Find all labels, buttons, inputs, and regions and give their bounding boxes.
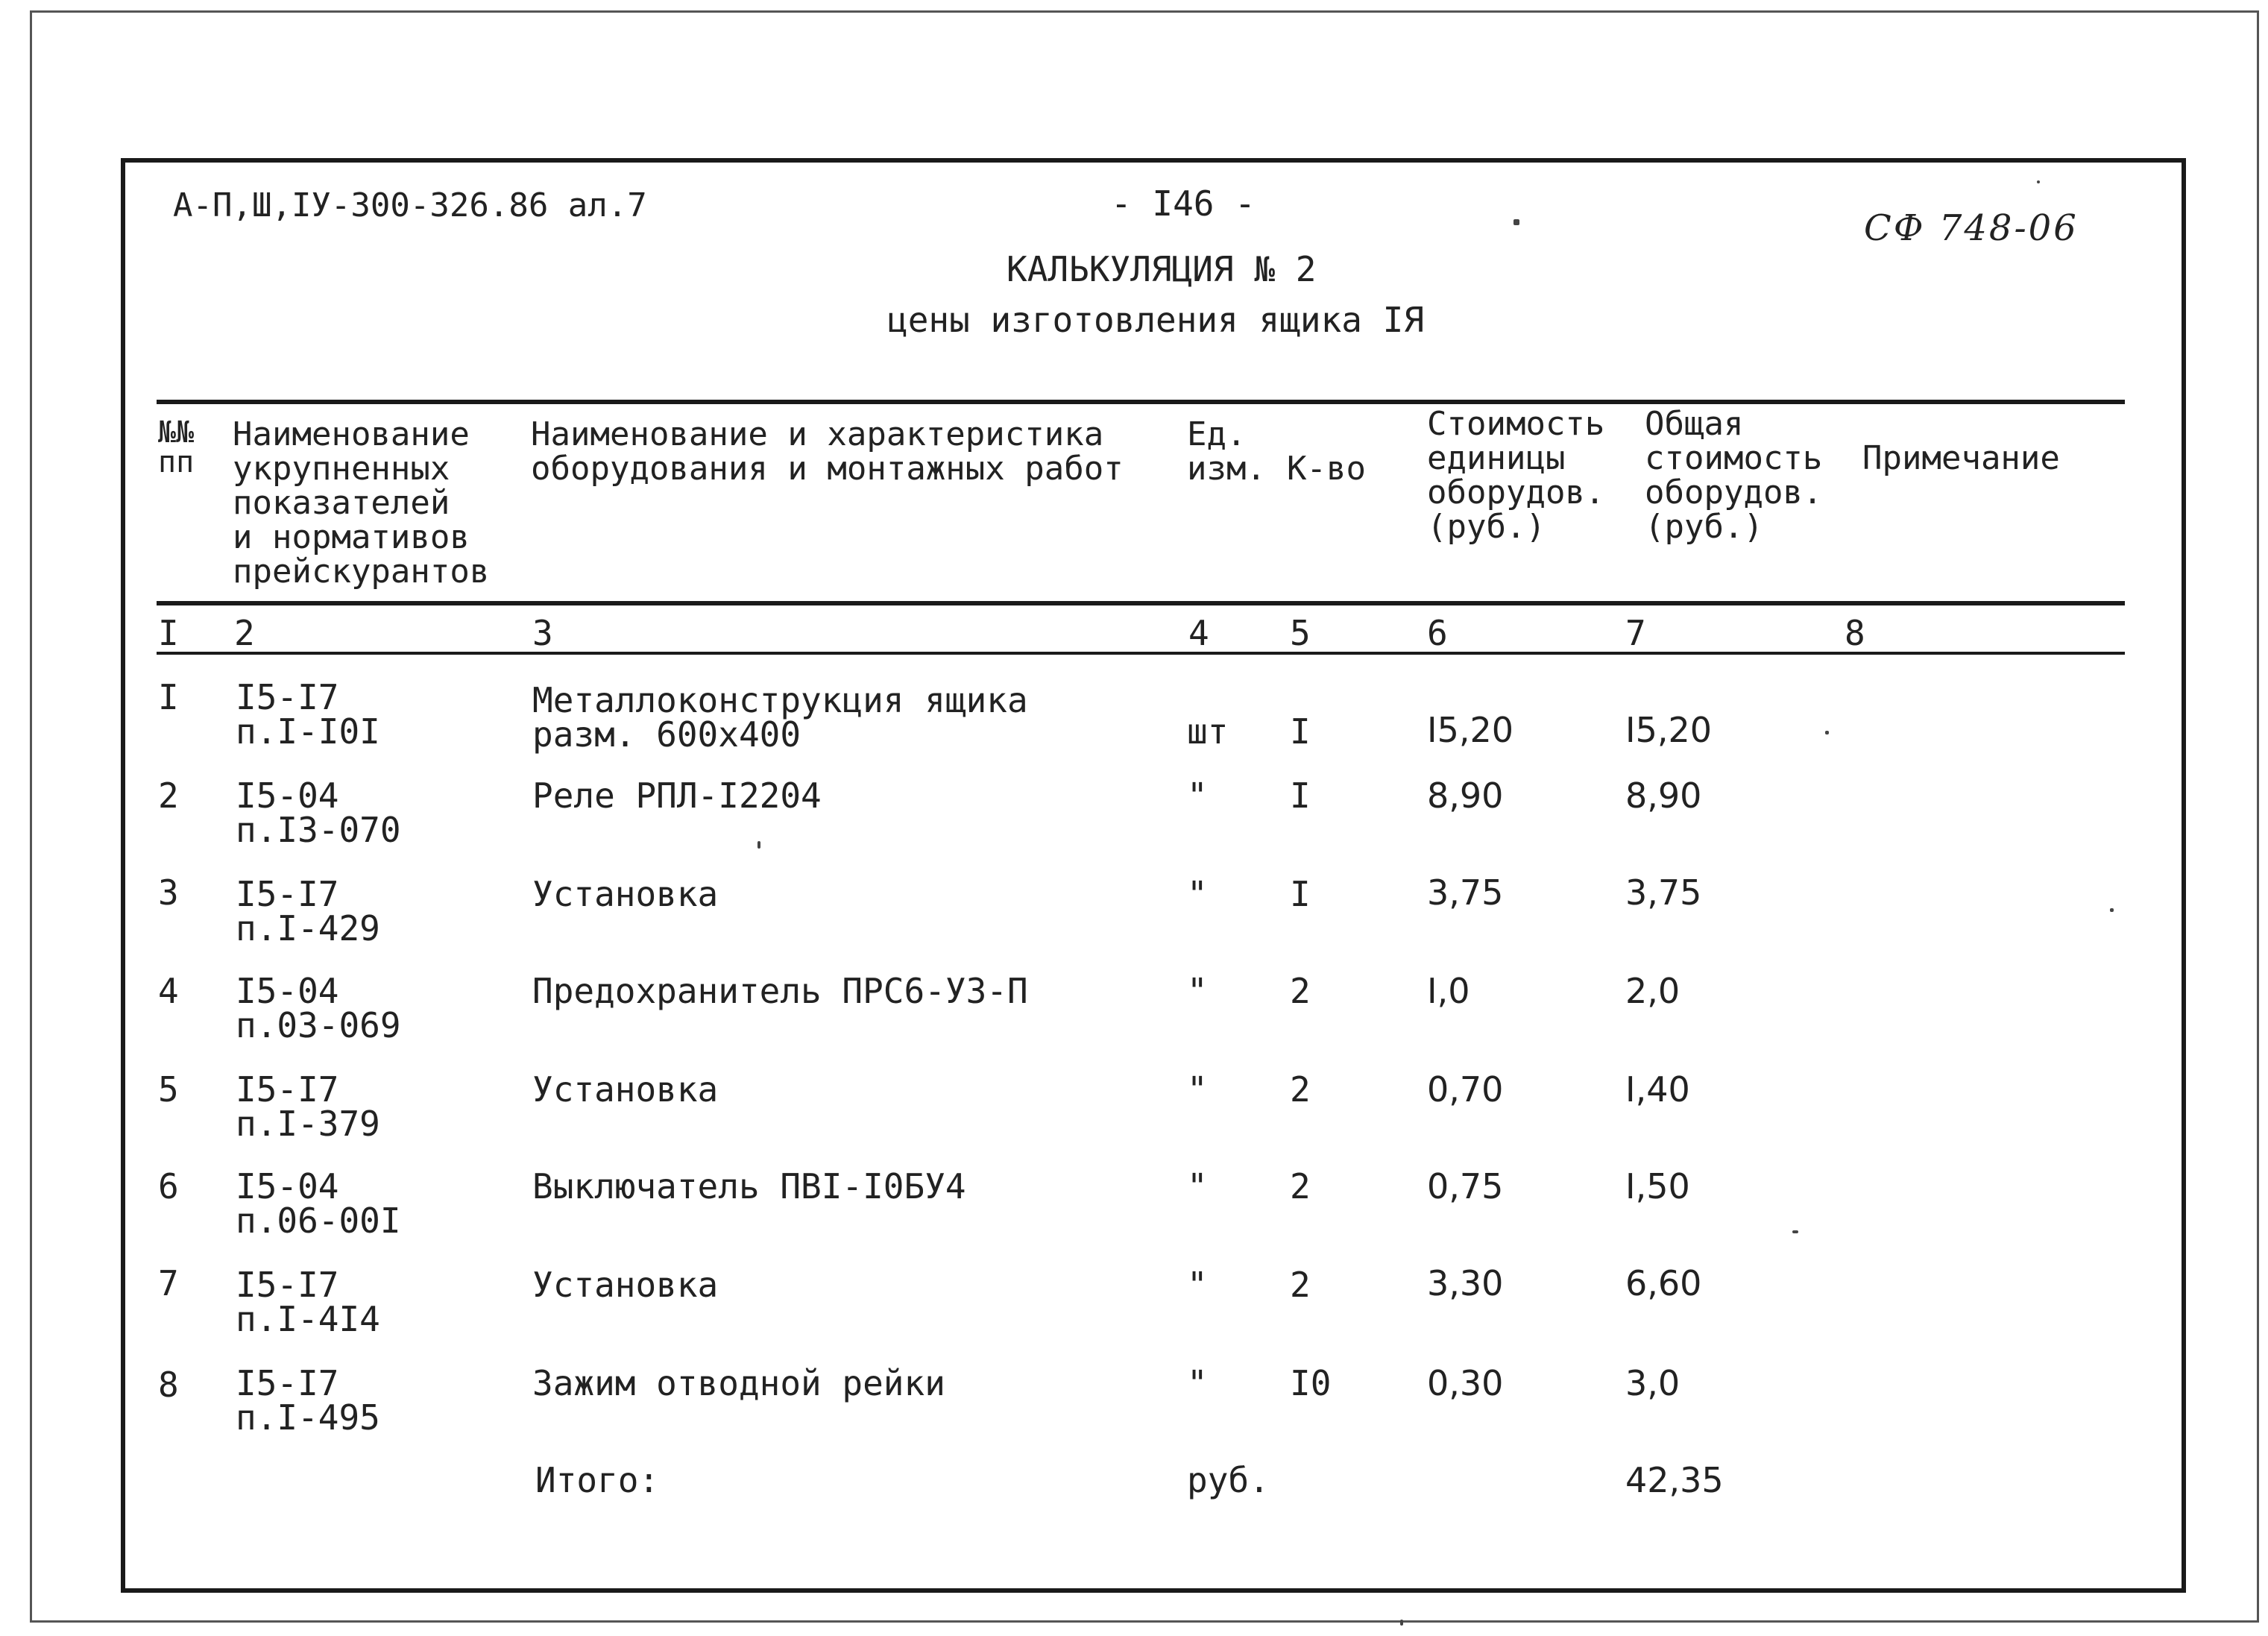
equipment-name: Зажим отводной рейки: [532, 1363, 945, 1403]
scan-speck: [1513, 219, 1519, 225]
total-label: Итого:: [535, 1460, 660, 1500]
norm-code: I5-I7 п.I-429: [236, 874, 380, 948]
column-number-5: 5: [1290, 613, 1311, 653]
unit: ": [1187, 1363, 1208, 1403]
scan-speck: [757, 841, 760, 849]
header-cell-total-cost: Общая стоимость оборудов. (руб.): [1645, 405, 1823, 546]
scan-speck: [2037, 180, 2040, 183]
scan-speck: [1400, 1620, 1403, 1626]
total-cost: I,40: [1625, 1069, 1690, 1110]
column-number-8: 8: [1845, 613, 1865, 653]
total-cost: I5,20: [1625, 710, 1712, 750]
equipment-name: Установка: [532, 1069, 719, 1110]
row-number: 6: [158, 1166, 179, 1206]
unit-cost: 0,70: [1427, 1069, 1504, 1110]
unit-cost: 0,75: [1427, 1166, 1504, 1206]
unit-cost: I5,20: [1427, 710, 1513, 750]
document-code: А-П,Ш,IУ-300-326.86 ал.7: [173, 186, 647, 224]
norm-code: I5-04 п.I3-070: [236, 775, 401, 850]
row-number: 5: [158, 1069, 179, 1110]
scan-speck: [1825, 731, 1829, 734]
header-cell-unit-cost: Стоимость единицы оборудов. (руб.): [1427, 405, 1605, 546]
quantity: I: [1290, 874, 1311, 914]
scan-speck: [2110, 908, 2114, 912]
quantity: I: [1290, 775, 1311, 816]
equipment-name: Установка: [532, 1265, 719, 1305]
total-unit: руб.: [1187, 1460, 1270, 1500]
unit: ": [1187, 1166, 1208, 1206]
total-cost: 3,75: [1625, 872, 1702, 913]
equipment-name: Выключатель ПВI-I0БУ4: [532, 1166, 966, 1206]
column-number-7: 7: [1625, 613, 1646, 653]
total-cost: 6,60: [1625, 1263, 1702, 1303]
column-numbers-rule: [157, 652, 2125, 655]
header-cell-number: №№ пп: [158, 415, 195, 479]
column-number-4: 4: [1188, 613, 1209, 653]
grand-total: 42,35: [1625, 1460, 1724, 1500]
header-cell-unit: Ед. изм.: [1187, 415, 1266, 488]
column-number-6: 6: [1427, 613, 1448, 653]
unit-cost: 8,90: [1427, 775, 1504, 816]
equipment-name: Металлоконструкция ящика разм. 600х400: [532, 680, 1028, 755]
total-cost: 2,0: [1625, 971, 1680, 1011]
row-number: 8: [158, 1365, 179, 1405]
header-cell-note: Примечание: [1862, 439, 2060, 477]
unit: ": [1187, 775, 1208, 816]
column-number-1: I: [158, 613, 179, 653]
quantity: 2: [1290, 1166, 1311, 1206]
equipment-name: Предохранитель ПРС6-У3-П: [532, 971, 1028, 1011]
row-number: 4: [158, 971, 179, 1011]
quantity: I: [1290, 711, 1311, 752]
header-cell-quantity: К-во: [1287, 450, 1366, 488]
row-number: 7: [158, 1263, 179, 1303]
norm-code: I5-I7 п.I-I0I: [236, 677, 380, 752]
total-cost: I,50: [1625, 1166, 1690, 1206]
unit: шт: [1187, 711, 1229, 752]
total-cost: 3,0: [1625, 1363, 1680, 1403]
quantity: 2: [1290, 1265, 1311, 1305]
unit-cost: 0,30: [1427, 1363, 1504, 1403]
header-bottom-rule: [157, 601, 2125, 605]
unit-cost: 3,30: [1427, 1263, 1504, 1303]
unit: ": [1187, 1069, 1208, 1110]
unit-cost: I,0: [1427, 971, 1470, 1011]
handwritten-stamp: СФ 748-06: [1864, 207, 2079, 249]
unit: ": [1187, 1265, 1208, 1305]
norm-code: I5-04 п.06-00I: [236, 1166, 401, 1241]
unit: ": [1187, 874, 1208, 914]
quantity: 2: [1290, 1069, 1311, 1110]
sheet-frame: [121, 158, 2186, 1593]
row-number: 2: [158, 775, 179, 816]
norm-code: I5-04 п.03-069: [236, 971, 401, 1045]
norm-code: I5-I7 п.I-495: [236, 1363, 380, 1438]
quantity: I0: [1290, 1363, 1332, 1403]
row-number: I: [158, 677, 179, 717]
header-cell-norms: Наименование укрупненных показателей и нормативов прейскурантов: [233, 415, 490, 591]
equipment-name: Установка: [532, 874, 719, 914]
row-number: 3: [158, 872, 179, 913]
quantity: 2: [1290, 971, 1311, 1011]
norm-code: I5-I7 п.I-4I4: [236, 1265, 380, 1339]
unit-cost: 3,75: [1427, 872, 1504, 913]
calculation-subtitle: цены изготовления ящика IЯ: [887, 300, 1425, 340]
unit: ": [1187, 971, 1208, 1011]
header-cell-equipment: Наименование и характеристика оборудования и монтажных работ: [531, 415, 1124, 488]
scan-speck: [1792, 1230, 1798, 1233]
total-cost: 8,90: [1625, 775, 1702, 816]
equipment-name: Реле РПЛ-I2204: [532, 775, 822, 816]
column-number-2: 2: [234, 613, 255, 653]
page-number: - I46 -: [1111, 183, 1256, 224]
norm-code: I5-I7 п.I-379: [236, 1069, 380, 1144]
column-number-3: 3: [532, 613, 553, 653]
table-top-rule: [157, 400, 2125, 404]
calculation-title: КАЛЬКУЛЯЦИЯ № 2: [1007, 249, 1317, 289]
